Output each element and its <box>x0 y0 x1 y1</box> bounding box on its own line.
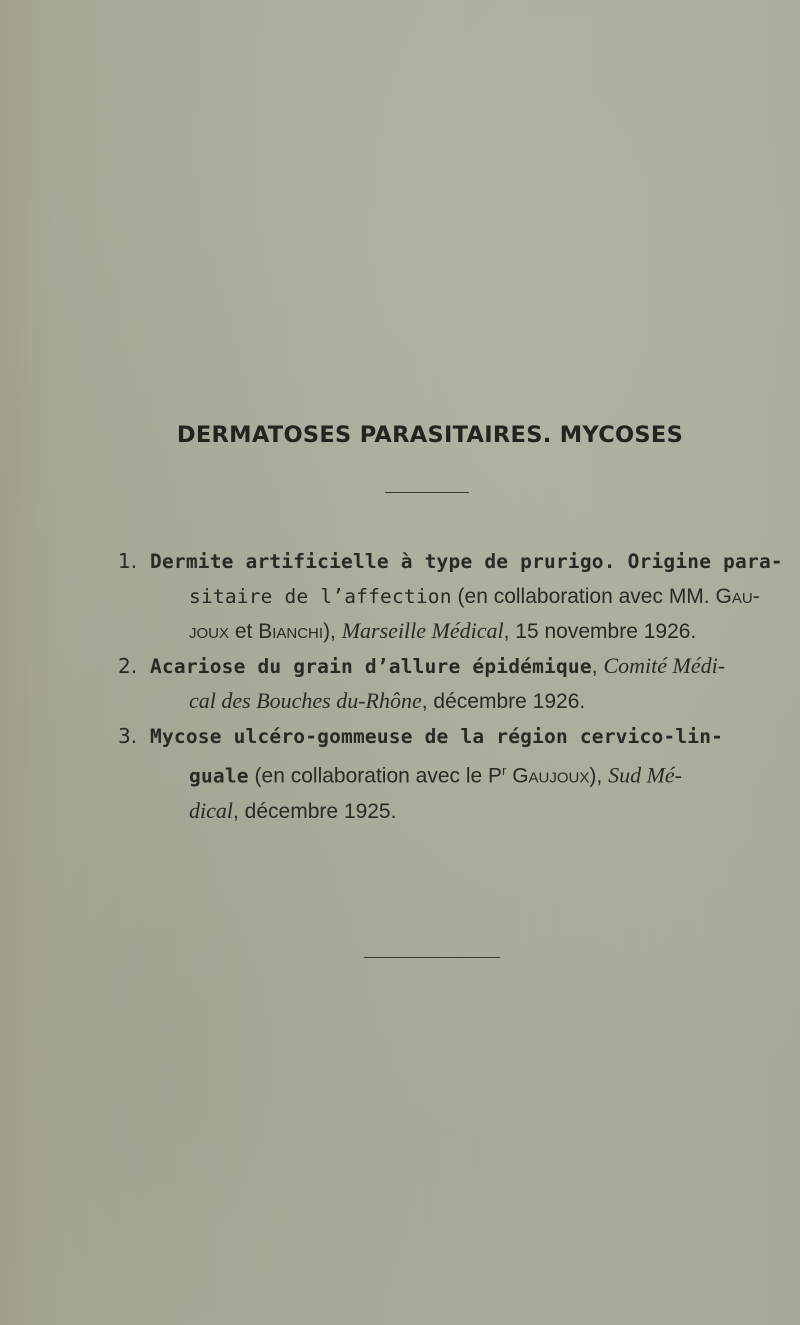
entry-line <box>189 684 800 719</box>
entry-journal-continued: cal des Bouches du-Rhône <box>189 688 422 713</box>
entry-title-line <box>150 544 800 579</box>
entry-line <box>189 794 800 829</box>
entry-number: 1. <box>118 549 138 573</box>
bibliography-entry-2 <box>0 649 800 719</box>
entry-punctuation: ), <box>323 620 342 643</box>
entry-journal: Marseille Médical <box>341 618 504 643</box>
entry-conjunction: et <box>229 620 259 643</box>
entry-title: Dermite artificielle à type de prurigo. Origine para- <box>150 550 783 573</box>
entry-title: Mycose ulcéro-gommeuse de la région cervico-lin- <box>150 725 724 748</box>
entry-journal: Comité Médi- <box>603 653 726 678</box>
entry-author: Bianchi <box>258 620 324 643</box>
entry-note: (en collaboration avec MM. <box>451 585 716 608</box>
section-end-divider <box>364 957 500 958</box>
bibliography-list <box>0 544 800 829</box>
entry-title: Acariose du grain d’allure épidémique <box>150 655 592 678</box>
entry-number: 3. <box>118 724 138 748</box>
entry-date: , 15 novembre 1926. <box>503 620 697 643</box>
entry-punctuation: ), <box>589 764 609 788</box>
entry-journal-continued: dical <box>189 797 233 823</box>
entry-title-continued: sitaire de l’affection <box>189 585 452 608</box>
entry-punctuation: , <box>591 655 604 678</box>
entry-note: (en collaboration avec le P <box>248 764 503 788</box>
entry-date: , décembre 1925. <box>233 799 397 823</box>
entry-title-continued: guale <box>189 764 249 788</box>
entry-title-line <box>150 649 800 684</box>
entry-journal: Sud Mé- <box>608 762 682 788</box>
section-heading: DERMATOSES PARASITAIRES. MYCOSES <box>176 422 684 448</box>
entry-title-line <box>150 719 800 754</box>
entry-number: 2. <box>118 654 138 678</box>
entry-author: Gau- <box>715 585 760 608</box>
bibliography-entry-1 <box>0 544 800 649</box>
entry-author-continued: joux <box>189 620 230 643</box>
entry-line <box>189 754 800 794</box>
entry-date: , décembre 1926. <box>421 690 586 713</box>
bibliography-entry-3 <box>0 719 800 829</box>
entry-superscript: r <box>502 763 507 778</box>
heading-divider <box>385 492 469 493</box>
entry-line <box>189 579 800 614</box>
entry-author: Gaujoux <box>512 764 590 788</box>
entry-line <box>189 614 800 649</box>
